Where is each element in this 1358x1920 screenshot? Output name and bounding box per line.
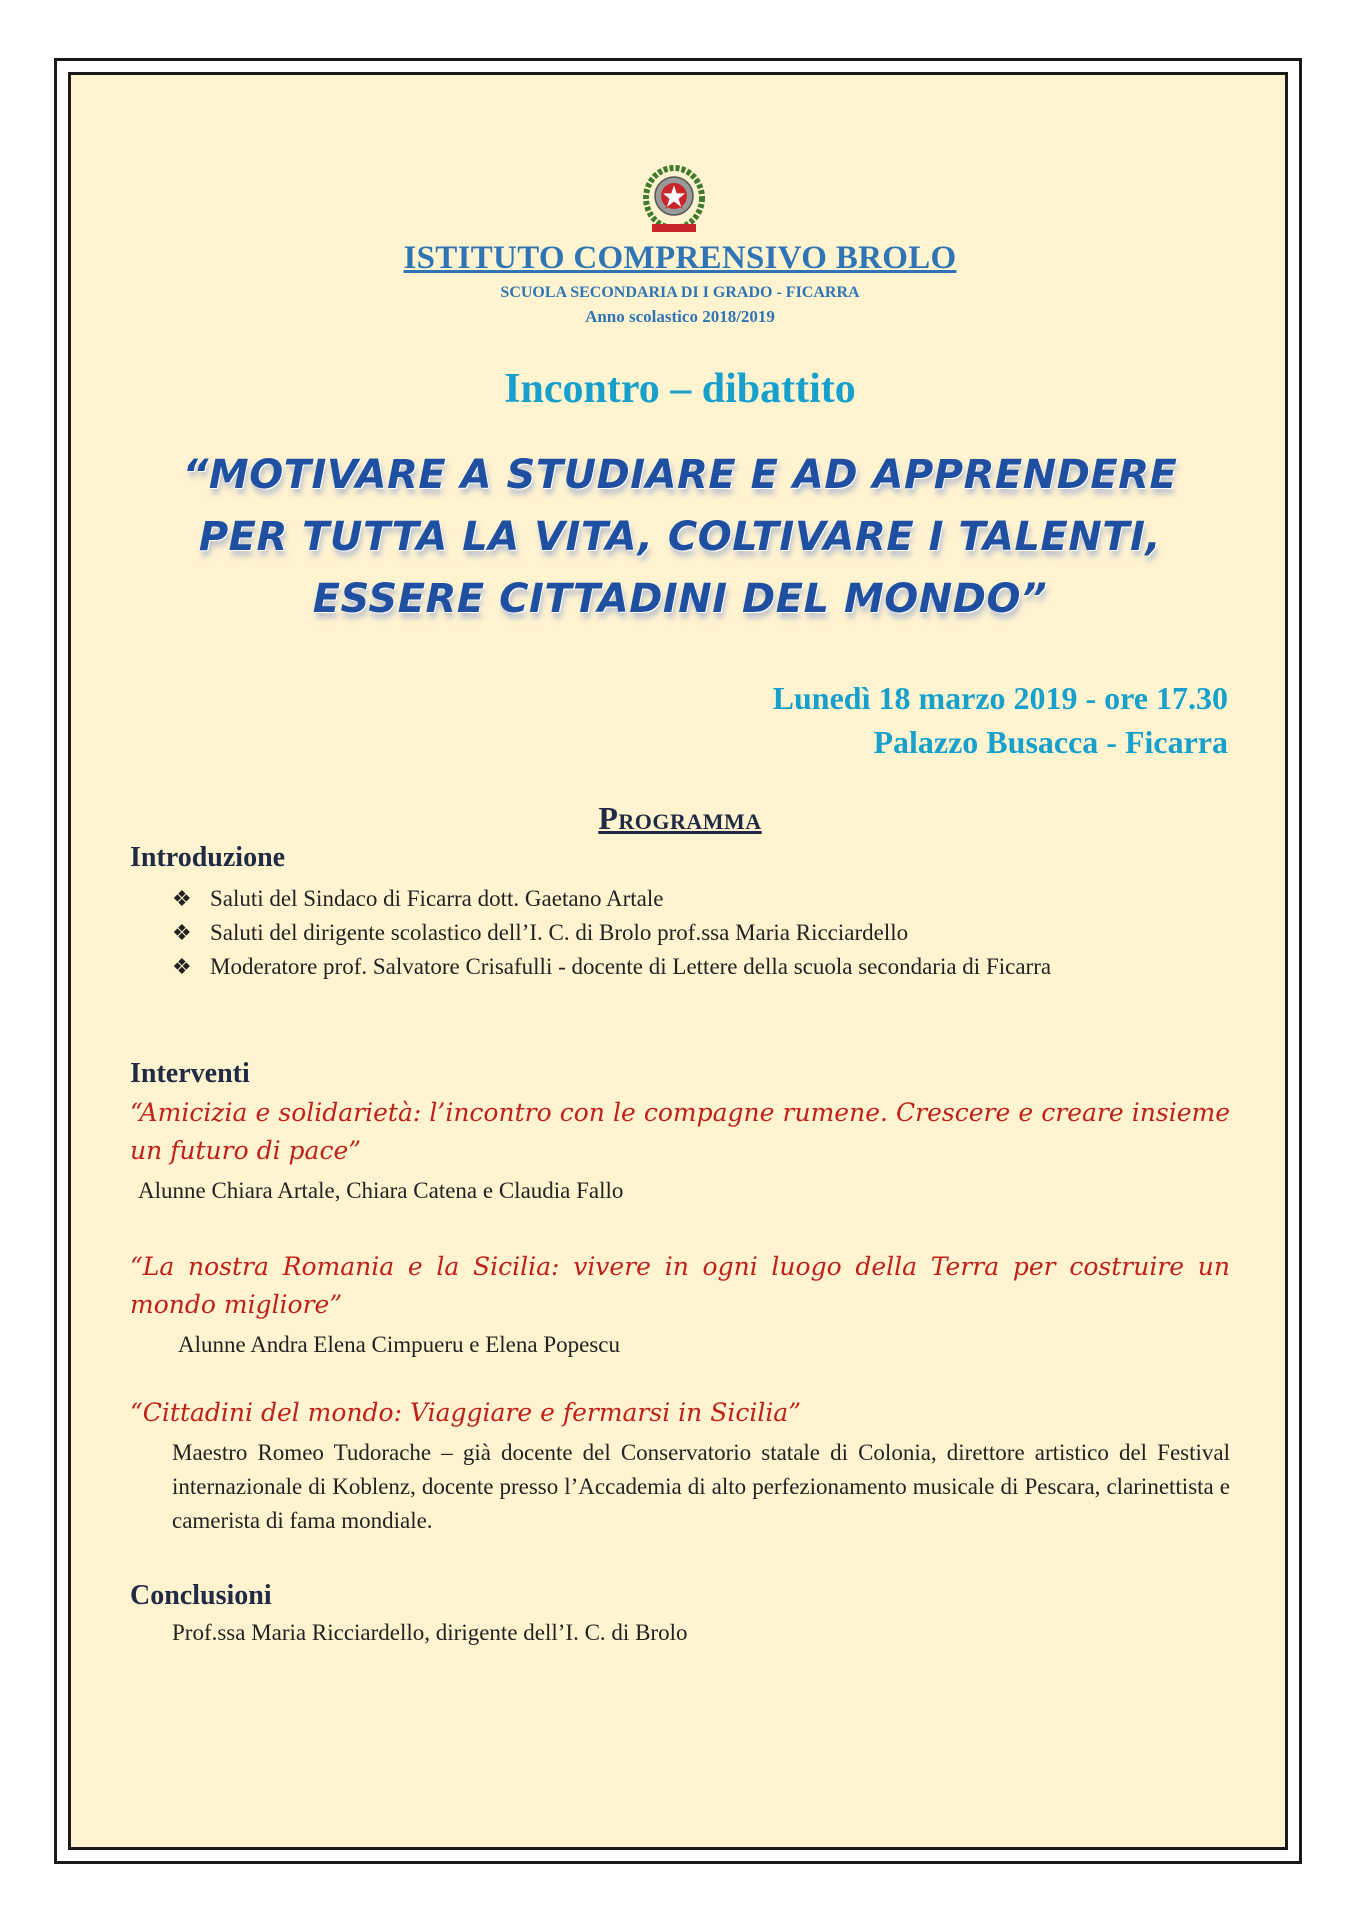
interventi-heading: Interventi bbox=[130, 1058, 250, 1089]
list-item bbox=[172, 950, 1232, 984]
intervento-speaker-3: Maestro Romeo Tudorache – già docente del Conservatorio statale di Colonia, direttore artistico del Festival internazionale di Koblenz, docente presso l’Accademia di alto perfezionamento musicale di Pescara, clarinettista e camerista di fama mondiale. bbox=[172, 1440, 1230, 1533]
italian-republic-emblem-icon bbox=[642, 162, 706, 236]
event-title-line-1: “MOTIVARE A STUDIARE E AD APPRENDERE bbox=[182, 452, 1178, 498]
intervento-title-1: “Amicizia e solidarietà: l’incontro con le compagne rumene. Crescere e creare insieme un futuro di pace” bbox=[130, 1098, 1230, 1165]
bullet-diamond-icon: ❖ bbox=[172, 954, 192, 979]
list-item bbox=[172, 916, 1232, 950]
intro-item-text: Saluti del Sindaco di Ficarra dott. Gaetano Artale bbox=[210, 886, 664, 911]
bullet-diamond-icon: ❖ bbox=[172, 886, 192, 911]
intro-item-text: Moderatore prof. Salvatore Crisafulli - docente di Lettere della scuola secondaria di Ficarra bbox=[210, 954, 1052, 979]
event-date: Lunedì 18 marzo 2019 - ore 17.30 bbox=[772, 680, 1228, 716]
intro-heading: Introduzione bbox=[130, 842, 286, 873]
school-subtitle: SCUOLA SECONDARIA DI I GRADO - FICARRA bbox=[500, 284, 860, 301]
conclusioni-text: Prof.ssa Maria Ricciardello, dirigente dell’I. C. di Brolo bbox=[172, 1620, 688, 1645]
intro-item-text: Saluti del dirigente scolastico dell’I. C. di Brolo prof.ssa Maria Ricciardello bbox=[210, 920, 909, 945]
programma-heading: Programma bbox=[598, 800, 762, 836]
list-item bbox=[172, 882, 1232, 916]
event-title-line-3: ESSERE CITTADINI DEL MONDO” bbox=[312, 576, 1048, 622]
event-place: Palazzo Busacca - Ficarra bbox=[873, 724, 1228, 760]
bullet-diamond-icon: ❖ bbox=[172, 920, 192, 945]
intervento-speaker-2: Alunne Andra Elena Cimpueru e Elena Popescu bbox=[178, 1332, 620, 1357]
intervento-title-3: “Cittadini del mondo: Viaggiare e fermarsi in Sicilia” bbox=[130, 1398, 801, 1427]
conclusioni-heading: Conclusioni bbox=[130, 1580, 272, 1611]
event-type: Incontro – dibattito bbox=[504, 366, 856, 412]
school-year: Anno scolastico 2018/2019 bbox=[585, 307, 775, 326]
intro-list bbox=[172, 882, 1232, 984]
intervento-speaker-1: Alunne Chiara Artale, Chiara Catena e Claudia Fallo bbox=[138, 1178, 624, 1203]
intervento-title-2: “La nostra Romania e la Sicilia: vivere in ogni luogo della Terra per costruire un mondo migliore” bbox=[130, 1252, 1230, 1319]
event-title-line-2: PER TUTTA LA VITA, COLTIVARE I TALENTI, bbox=[198, 514, 1162, 560]
school-name: ISTITUTO COMPRENSIVO BROLO bbox=[403, 240, 957, 276]
